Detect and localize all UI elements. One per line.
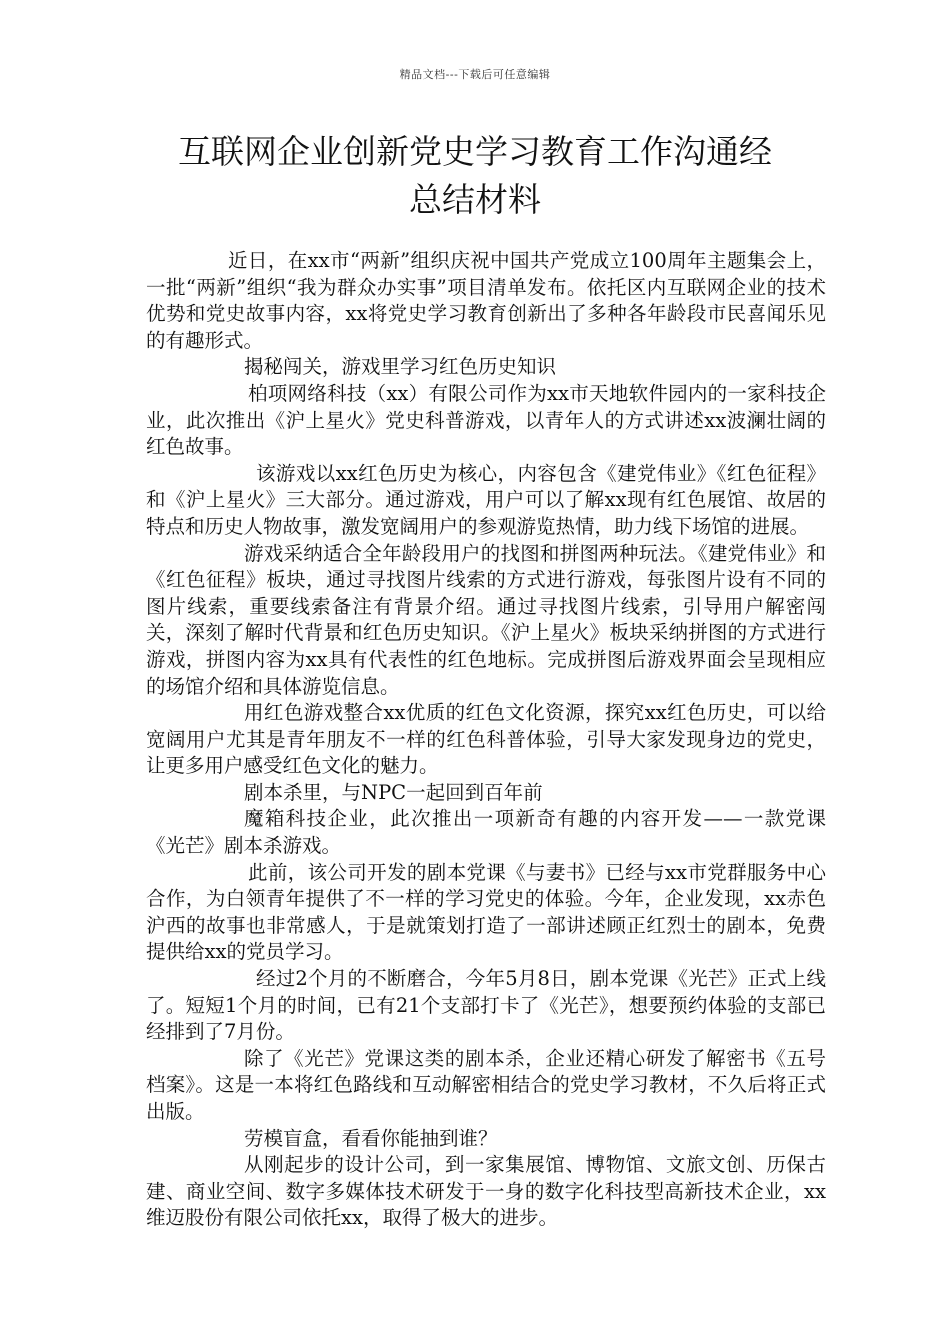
paragraph: 魔箱科技企业，此次推出一项新奇有趣的内容开发——一款党课《光芒》剧本杀游戏。 bbox=[146, 807, 826, 858]
paragraph: 柏项网络科技（xx）有限公司作为xx市天地软件园内的一家科技企业，此次推出《沪上星火》党史科普游戏，以青年人的方式讲述xx波澜壮阔的红色故事。 bbox=[146, 381, 826, 459]
document-title bbox=[140, 128, 810, 224]
title-line-1: 互联网企业创新党史学习教育工作沟通经 bbox=[178, 132, 772, 171]
section-heading: 劳模盲盒，看看你能抽到谁？ bbox=[244, 1126, 498, 1150]
title-line-2: 总结材料 bbox=[409, 180, 541, 219]
document-body bbox=[146, 248, 826, 1232]
paragraph: 近日，在xx市“两新”组织庆祝中国共产党成立100周年主题集会上，一批“两新”组织“我为群众办实事”项目清单发布。依托区内互联网企业的技术优势和党史故事内容，xx将党史学习教育创新出了多种各年龄段市民喜闻乐见的有趣形式。 bbox=[146, 249, 826, 352]
section-heading: 揭秘闯关，游戏里学习红色历史知识 bbox=[244, 355, 557, 379]
paragraph: 游戏采纳适合全年龄段用户的找图和拼图两种玩法。《建党伟业》和《红色征程》板块，通过寻找图片线索的方式进行游戏，每张图片设有不同的图片线索，重要线索备注有背景介绍。通过寻找图片线索，引导用户解密闯关，深刻了解时代背景和红色历史知识。《沪上星火》板块采纳拼图的方式进行游戏，拼图内容为xx具有代表性的红色地标。完成拼图后游戏界面会呈现相应的场馆介绍和具体游览信息。 bbox=[146, 541, 826, 698]
paragraph: 从刚起步的设计公司，到一家集展馆、博物馆、文旅文创、历保古建、商业空间、数字多媒体技术研发于一身的数字化科技型高新技术企业，xx维迈股份有限公司依托xx，取得了极大的进步。 bbox=[146, 1153, 826, 1230]
header-note: 精品文档---下载后可任意编辑 bbox=[399, 68, 551, 81]
section-heading: 剧本杀里，与NPC一起回到百年前 bbox=[244, 780, 543, 804]
paragraph: 用红色游戏整合xx优质的红色文化资源，探究xx红色历史，可以给宽阔用户尤其是青年朋友不一样的红色科普体验，引导大家发现身边的党史，让更多用户感受红色文化的魅力。 bbox=[146, 701, 826, 778]
paragraph: 该游戏以xx红色历史为核心，内容包含《建党伟业》《红色征程》和《沪上星火》三大部分。通过游戏，用户可以了解xx现有红色展馆、故居的特点和历史人物故事，激发宽阔用户的参观游览热情，助力线下场馆的进展。 bbox=[146, 461, 826, 538]
paragraph: 此前，该公司开发的剧本党课《与妻书》已经与xx市党群服务中心合作，为白领青年提供了不一样的学习党史的体验。今年，企业发现，xx赤色沪西的故事也非常感人，于是就策划打造了一部讲述顾正红烈士的剧本，免费提供给xx的党员学习。 bbox=[146, 860, 826, 964]
paragraph: 除了《光芒》党课这类的剧本杀，企业还精心研发了解密书《五号档案》。这是一本将红色路线和互动解密相结合的党史学习教材，不久后将正式出版。 bbox=[146, 1046, 826, 1123]
paragraph: 经过2个月的不断磨合，今年5月8日，剧本党课《光芒》正式上线了。短短1个月的时间，已有21个支部打卡了《光芒》，想要预约体验的支部已经排到了7月份。 bbox=[146, 967, 826, 1044]
